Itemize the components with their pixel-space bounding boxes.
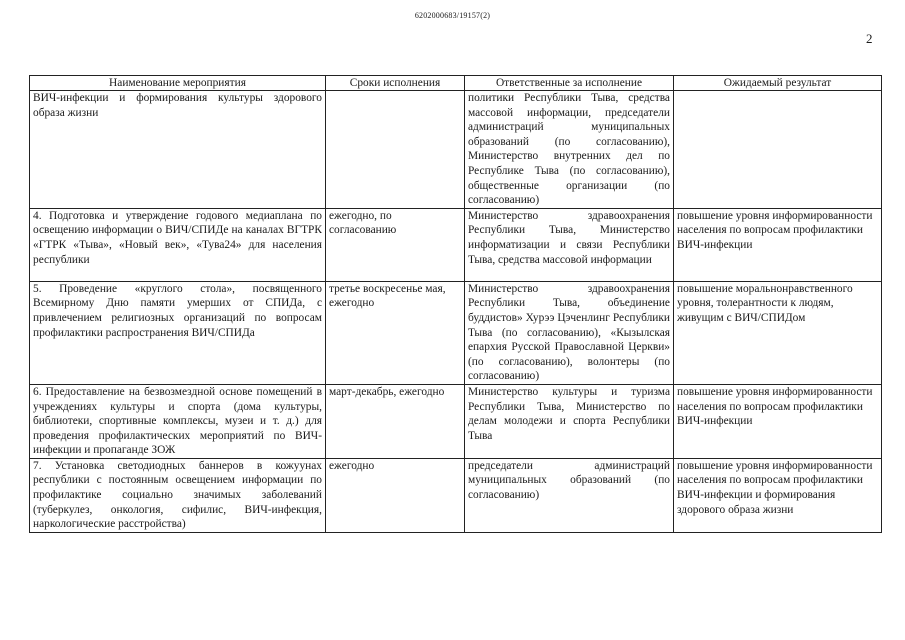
activity-name-cell: ВИЧ-инфекции и формирования культуры здорового образа жизни: [30, 91, 326, 209]
header-responsible: Ответственные за исполнение: [465, 76, 674, 91]
header-deadline: Сроки исполнения: [326, 76, 465, 91]
responsible-cell: Министерство здравоохранения Республики Тыва, объединение буддистов» Хурээ Цэченлинг Республики Тыва (по согласованию), «Кызылская епархия Русской Православной Церкви» (по согласованию), волонтеры (по согласованию): [465, 281, 674, 384]
deadline-cell: ежегодно, по согласованию: [326, 208, 465, 281]
expected-result-cell: повышение уровня информированности населения по вопросам профилактики ВИЧ-инфекции: [674, 208, 882, 281]
table-row: [30, 458, 882, 532]
expected-result-cell: повышение уровня информированности населения по вопросам профилактики ВИЧ-инфекции: [674, 384, 882, 458]
activity-name-cell: 5. Проведение «круглого стола», посвященного Всемирному Дню памяти умерших от СПИДа, с привлечением религиозных организаций по вопросам профилактики распространения ВИЧ/СПИДа: [30, 281, 326, 384]
responsible-cell: председатели администраций муниципальных образований (по согласованию): [465, 458, 674, 532]
deadline-cell: март-декабрь, ежегодно: [326, 384, 465, 458]
table-row: [30, 91, 882, 209]
expected-result-cell: [674, 91, 882, 209]
activity-name-cell: 6. Предоставление на безвозмездной основе помещений в учреждениях культуры и спорта (дома культуры, библиотеки, спортивные комплексы, музеи и т. д.) для проведения профилактических мероприятий по ВИЧ-инфекции и пропаганде ЗОЖ: [30, 384, 326, 458]
table-row: [30, 281, 882, 384]
table-row: [30, 384, 882, 458]
header-activity-name: Наименование мероприятия: [30, 76, 326, 91]
activities-table: [29, 75, 882, 533]
page-number: 2: [866, 31, 873, 46]
responsible-cell: Министерство здравоохранения Республики Тыва, Министерство информатизации и связи Республики Тыва, средства массовой информации: [465, 208, 674, 281]
document-number: 6202000683/19157(2): [414, 11, 491, 20]
header-expected-result: Ожидаемый результат: [674, 76, 882, 91]
activity-name-cell: 7. Установка светодиодных баннеров в кожуунах республики с постоянным освещением информации по профилактике социально значимых заболеваний (туберкулез, онкология, сифилис, ВИЧ-инфекция, наркологические расстройства): [30, 458, 326, 532]
deadline-cell: [326, 91, 465, 209]
deadline-cell: ежегодно: [326, 458, 465, 532]
activity-name-cell: 4. Подготовка и утверждение годового медиаплана по освещению информации о ВИЧ/СПИДе на каналах ВГТРК «ГТРК «Тыва», «Новый век», «Тува24» для населения республики: [30, 208, 326, 281]
responsible-cell: Министерство культуры и туризма Республики Тыва, Министерство по делам молодежи и спорта Республики Тыва: [465, 384, 674, 458]
expected-result-cell: повышение моральнонравственного уровня, толерантности к людям, живущим с ВИЧ/СПИДом: [674, 281, 882, 384]
table-row: [30, 208, 882, 281]
table-header-row: [30, 76, 882, 91]
expected-result-cell: повышение уровня информированности населения по вопросам профилактики ВИЧ-инфекции и формирования здорового образа жизни: [674, 458, 882, 532]
responsible-cell: политики Республики Тыва, средства массовой информации, председатели администраций муниципальных образований (по согласованию), Министерство внутренних дел по Республике Тыва (по согласованию), общественные организации (по согласованию): [465, 91, 674, 209]
deadline-cell: третье воскресенье мая, ежегодно: [326, 281, 465, 384]
